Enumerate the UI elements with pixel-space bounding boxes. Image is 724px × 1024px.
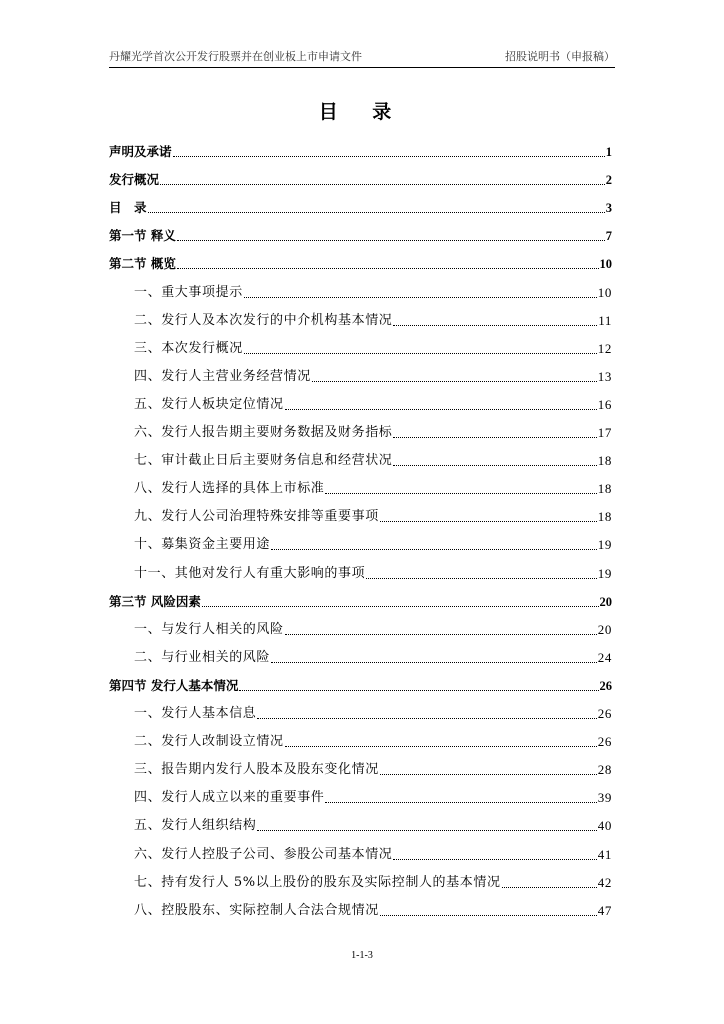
toc-entry-page-number: 26	[597, 706, 612, 721]
toc-entry-page-number: 18	[597, 509, 612, 525]
toc-entry-page-number: 12	[597, 340, 612, 356]
dot-leader	[393, 325, 597, 326]
dot-leader	[325, 493, 596, 494]
toc-entry-page-number: 3	[605, 201, 612, 216]
toc-chapter-entry[interactable]	[109, 674, 612, 694]
toc-entry-label: 七、持有发行人 5%以上股份的股东及实际控制人的基本情况	[134, 874, 501, 890]
toc-section-entry[interactable]	[109, 337, 612, 357]
toc-entry-label: 四、发行人成立以来的重要事件	[134, 790, 325, 806]
toc-entry-label: 一、与发行人相关的风险	[134, 621, 284, 637]
toc-entry-page-number: 19	[597, 565, 612, 581]
toc-section-entry[interactable]	[109, 477, 612, 497]
toc-entry-page-number: 18	[597, 453, 612, 469]
dot-leader	[502, 887, 597, 888]
toc-entry-label: 十、募集资金主要用途	[134, 537, 271, 553]
toc-section-entry[interactable]	[109, 449, 612, 469]
dot-leader	[244, 297, 597, 298]
toc-entry-page-number: 1	[605, 145, 612, 159]
toc-entry-page-number: 28	[597, 762, 612, 778]
toc-entry-label: 二、与行业相关的风险	[134, 649, 271, 665]
dot-leader	[244, 353, 597, 354]
dot-leader	[312, 381, 597, 382]
dot-leader	[202, 606, 599, 607]
toc-entry-page-number: 26	[599, 678, 612, 693]
toc-entry-page-number: 7	[605, 229, 612, 244]
toc-entry-page-number: 10	[599, 257, 612, 272]
toc-entry-label: 七、审计截止日后主要财务信息和经营状况	[134, 453, 393, 469]
toc-section-entry[interactable]	[109, 702, 612, 722]
toc-chapter-entry[interactable]	[109, 196, 612, 216]
toc-chapter-entry[interactable]	[109, 224, 612, 244]
toc-entry-label: 发行概况	[109, 172, 160, 188]
toc-entry-page-number: 11	[598, 312, 612, 328]
toc-entry-page-number: 17	[597, 425, 612, 440]
dot-leader	[271, 662, 597, 663]
dot-leader	[177, 268, 599, 269]
toc-entry-label: 二、发行人及本次发行的中介机构基本情况	[134, 312, 393, 328]
toc-entry-label: 目 录	[109, 200, 147, 216]
dot-leader	[173, 156, 605, 157]
page-number: 1-1-3	[351, 950, 373, 961]
toc-entry-label: 十一、其他对发行人有重大影响的事项	[134, 565, 366, 581]
dot-leader	[148, 212, 605, 213]
dot-leader	[380, 915, 597, 916]
dot-leader	[160, 184, 605, 185]
toc-section-entry[interactable]	[109, 393, 612, 413]
dot-leader	[393, 465, 596, 466]
toc-section-entry[interactable]	[109, 786, 612, 806]
toc-entry-label: 六、发行人报告期主要财务数据及财务指标	[134, 425, 393, 440]
toc-entry-page-number: 19	[597, 537, 612, 553]
toc-entry-page-number: 26	[597, 734, 612, 750]
toc-entry-label: 五、发行人组织结构	[134, 818, 257, 834]
toc-section-entry[interactable]	[109, 814, 612, 834]
toc-entry-page-number: 47	[597, 902, 612, 918]
toc-entry-label: 第三节 风险因素	[109, 593, 201, 609]
toc-entry-label: 九、发行人公司治理特殊安排等重要事项	[134, 509, 379, 525]
toc-entry-page-number: 24	[597, 649, 612, 665]
toc-section-entry[interactable]	[109, 365, 612, 385]
dot-leader	[393, 859, 596, 860]
toc-section-entry[interactable]	[109, 618, 612, 638]
toc-section-entry[interactable]	[109, 309, 612, 329]
dot-leader	[380, 521, 597, 522]
toc-entry-label: 八、发行人选择的具体上市标准	[134, 481, 325, 497]
toc-entry-page-number: 16	[597, 396, 612, 412]
toc-entry-page-number: 13	[597, 368, 612, 384]
toc-entry-page-number: 10	[597, 284, 612, 300]
toc-entry-page-number: 40	[597, 818, 612, 834]
toc-entry-label: 一、重大事项提示	[134, 284, 243, 300]
toc-entry-label: 第四节 发行人基本情况	[109, 677, 239, 693]
toc-entry-page-number: 42	[597, 874, 612, 890]
toc-entry-page-number: 41	[597, 846, 612, 862]
toc-entry-label: 三、报告期内发行人股本及股东变化情况	[134, 762, 379, 778]
toc-entry-label: 二、发行人改制设立情况	[134, 734, 284, 750]
toc-section-entry[interactable]	[109, 843, 612, 863]
toc-section-entry[interactable]	[109, 533, 612, 553]
dot-leader	[285, 409, 597, 410]
toc-section-entry[interactable]	[109, 758, 612, 778]
dot-leader	[366, 578, 597, 579]
dot-leader	[285, 634, 597, 635]
toc-chapter-entry[interactable]	[109, 168, 612, 188]
toc-section-entry[interactable]	[109, 646, 612, 666]
dot-leader	[177, 240, 605, 241]
toc-section-entry[interactable]	[109, 421, 612, 441]
toc-section-entry[interactable]	[109, 899, 612, 919]
toc-entry-label: 三、本次发行概况	[134, 340, 243, 356]
toc-section-entry[interactable]	[109, 562, 612, 582]
dot-leader	[239, 690, 598, 691]
toc-entry-label: 四、发行人主营业务经营情况	[134, 368, 311, 384]
toc-section-entry[interactable]	[109, 871, 612, 891]
toc-chapter-entry[interactable]	[109, 252, 612, 272]
toc-entry-page-number: 18	[597, 481, 612, 497]
dot-leader	[325, 802, 596, 803]
toc-entry-page-number: 20	[599, 594, 612, 609]
dot-leader	[257, 718, 596, 719]
toc-chapter-entry[interactable]	[109, 590, 612, 610]
toc-entry-label: 一、发行人基本信息	[134, 706, 257, 721]
header-document-title: 丹耀光学首次公开发行股票并在创业板上市申请文件	[109, 50, 362, 63]
toc-section-entry[interactable]	[109, 730, 612, 750]
toc-entry-label: 六、发行人控股子公司、参股公司基本情况	[134, 846, 393, 862]
toc-entry-label: 声明及承诺	[109, 144, 172, 159]
header-document-type: 招股说明书（申报稿）	[505, 50, 615, 63]
toc-entry-page-number: 20	[597, 621, 612, 637]
toc-entry-label: 八、控股股东、实际控制人合法合规情况	[134, 902, 379, 918]
page-title: 目 录	[318, 101, 406, 123]
toc-section-entry[interactable]	[109, 281, 612, 301]
toc-entry-page-number: 39	[597, 790, 612, 806]
toc-entry-label: 五、发行人板块定位情况	[134, 396, 284, 412]
toc-entry-page-number: 2	[605, 173, 612, 188]
dot-leader	[257, 830, 596, 831]
toc-entry-label: 第一节 释义	[109, 228, 176, 244]
header-divider	[109, 67, 615, 68]
toc-section-entry[interactable]	[109, 505, 612, 525]
running-header	[109, 50, 615, 68]
dot-leader	[285, 746, 597, 747]
dot-leader	[380, 774, 597, 775]
dot-leader	[271, 549, 597, 550]
dot-leader	[393, 437, 596, 438]
toc-chapter-entry[interactable]	[109, 140, 612, 160]
toc-entry-label: 第二节 概览	[109, 256, 176, 272]
